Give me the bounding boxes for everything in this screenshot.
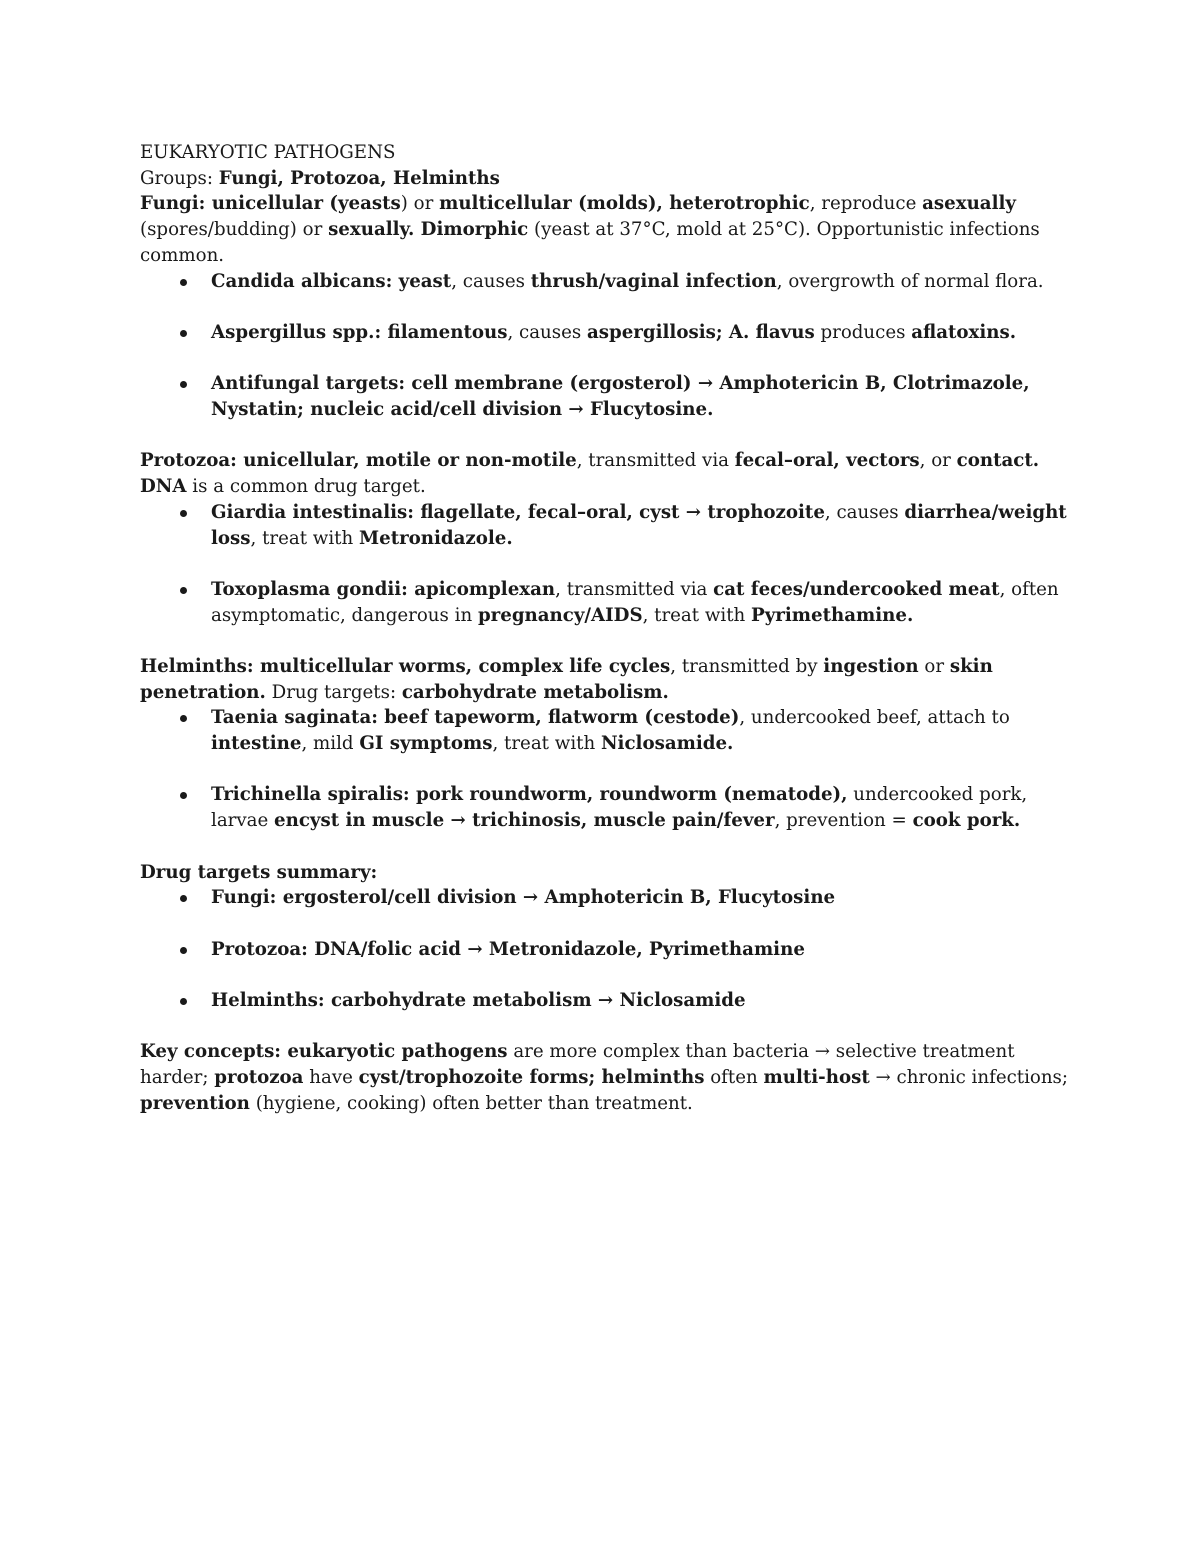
- text-run: (hygiene, cooking) often better than treatment.: [249, 1092, 693, 1114]
- text-run: , transmitted via: [576, 450, 735, 472]
- bold-text-run: cook pork.: [912, 810, 1021, 832]
- text-run: → chronic infections;: [869, 1067, 1069, 1089]
- bold-text-run: pregnancy/AIDS: [477, 604, 643, 626]
- text-run: Drug targets:: [265, 681, 402, 703]
- text-run: , treat with: [642, 604, 752, 626]
- key-concepts-paragraph: [140, 1039, 1070, 1116]
- bold-text-run: aflatoxins.: [911, 321, 1017, 343]
- text-run: , reproduce: [809, 193, 923, 215]
- bold-text-run: asexually: [922, 193, 1016, 215]
- drug-summary-heading: [140, 860, 1070, 886]
- bold-text-run: GI symptoms: [359, 733, 493, 755]
- drug-summary-bullet-protozoa: [140, 937, 1070, 963]
- fungi-bullet-list: [140, 269, 1070, 423]
- document-title: EUKARYOTIC PATHOGENS: [140, 142, 396, 163]
- document-page: [140, 140, 1070, 1117]
- text-run: undercooked pork, larvae: [211, 784, 1028, 832]
- bold-text-run: diarrhea/weight loss: [211, 501, 1067, 549]
- bold-text-run: Protozoa: unicellular, motile or non-motile: [140, 450, 577, 472]
- section-spacer: [140, 423, 1070, 449]
- text-run: are more complex than bacteria → selective treatment harder;: [140, 1041, 1015, 1089]
- bold-text-run: Toxoplasma gondii: apicomplexan: [211, 578, 556, 600]
- fungi-bullet-aspergillus: [140, 320, 1070, 346]
- text-run: , mild: [301, 733, 360, 755]
- bold-text-run: Candida albicans: yeast: [211, 270, 452, 292]
- text-run: is a common drug target.: [186, 476, 426, 498]
- helminths-intro: [140, 654, 1070, 705]
- protozoa-intro: [140, 448, 1070, 499]
- bold-text-run: aspergillosis; A. flavus: [587, 321, 815, 343]
- text-run: , treat with: [492, 733, 601, 755]
- bold-text-run: Key concepts: eukaryotic pathogens: [140, 1041, 508, 1063]
- drug-summary-bullet-list: [140, 885, 1070, 1013]
- section-spacer: [140, 1014, 1070, 1040]
- bold-text-run: multi-host: [763, 1067, 870, 1089]
- bold-text-run: Antifungal targets: cell membrane (ergosterol) → Amphotericin B, Clotrimazole, Nystatin; nucleic acid/cell division → Flucytosine.: [211, 373, 1030, 420]
- bold-text-run: Pyrimethamine.: [751, 604, 914, 626]
- text-run: (yeast at 37°C, mold at 25°C). Opportunistic infections common.: [140, 219, 1040, 266]
- bold-text-run: Protozoa: DNA/folic acid → Metronidazole, Pyrimethamine: [211, 938, 805, 960]
- groups-line: [140, 166, 1070, 192]
- bold-text-run: contact. DNA: [140, 450, 1040, 498]
- section-spacer: [140, 628, 1070, 654]
- bold-text-run: skin penetration.: [140, 655, 993, 703]
- protozoa-bullet-giardia: [140, 500, 1070, 551]
- bold-text-run: encyst in muscle → trichinosis, muscle pain/fever: [274, 810, 775, 832]
- bold-text-run: Niclosamide.: [600, 733, 734, 755]
- fungi-intro: [140, 191, 1070, 268]
- protozoa-bullet-list: [140, 500, 1070, 629]
- bold-text-run: thrush/vaginal infection: [530, 270, 777, 292]
- bold-text-run: cyst/trophozoite forms; helminths: [358, 1067, 705, 1089]
- bold-text-run: Metronidazole.: [358, 527, 513, 549]
- bold-text-run: multicellular (molds), heterotrophic: [439, 193, 810, 215]
- bold-text-run: Aspergillus spp.: filamentous: [211, 321, 508, 343]
- text-run: , treat with: [250, 527, 359, 549]
- text-run: (spores/budding) or: [140, 219, 329, 241]
- text-run: or: [918, 655, 950, 677]
- bold-text-run: Giardia intestinalis: flagellate, fecal–oral, cyst → trophozoite: [211, 501, 825, 523]
- text-run: often: [704, 1067, 764, 1089]
- bold-text-run: Fungi: unicellular (yeasts: [140, 193, 401, 215]
- text-run: , transmitted by: [670, 655, 824, 677]
- text-run: , causes: [451, 270, 531, 292]
- text-run: have: [303, 1067, 359, 1089]
- text-run: , causes: [824, 501, 905, 523]
- bold-text-run: sexually. Dimorphic: [328, 219, 529, 241]
- bold-text-run: Taenia saginata: beef tapeworm, flatworm (cestode): [211, 707, 740, 729]
- helminths-bullet-trichinella: [140, 782, 1070, 833]
- protozoa-bullet-toxoplasma: [140, 577, 1070, 628]
- helminths-bullet-list: [140, 705, 1070, 834]
- bold-text-run: Fungi: ergosterol/cell division → Amphotericin B, Flucytosine: [211, 887, 836, 909]
- bold-text-run: Helminths: carbohydrate metabolism → Niclosamide: [211, 990, 746, 1012]
- text-run: , transmitted via: [555, 578, 714, 600]
- bold-text-run: prevention: [140, 1092, 250, 1114]
- bold-text-run: carbohydrate metabolism.: [401, 681, 669, 703]
- text-run: ) or: [400, 193, 440, 215]
- drug-summary-bullet-helminths: [140, 988, 1070, 1014]
- bold-text-run: intestine: [211, 733, 302, 755]
- drug-summary-bullet-fungi: [140, 885, 1070, 911]
- text-run: produces: [814, 321, 912, 343]
- text-run: , causes: [507, 321, 587, 343]
- text-run: , often asymptomatic, dangerous in: [211, 578, 1059, 626]
- text-run: , overgrowth of normal flora.: [776, 270, 1044, 292]
- bold-text-run: protozoa: [214, 1067, 304, 1089]
- section-spacer: [140, 834, 1070, 860]
- fungi-bullet-candida: [140, 269, 1070, 295]
- helminths-bullet-taenia: [140, 705, 1070, 756]
- groups-label: Groups:: [140, 167, 219, 189]
- bold-text-run: cat feces/undercooked meat: [713, 578, 1000, 600]
- bold-text-run: Trichinella spiralis: pork roundworm, roundworm (nematode),: [211, 784, 848, 806]
- text-run: , or: [919, 450, 957, 472]
- fungi-bullet-antifungal-targets: [140, 371, 1070, 422]
- bold-text-run: ingestion: [823, 655, 919, 677]
- groups-value: Fungi, Protozoa, Helminths: [218, 167, 500, 189]
- bold-text-run: Helminths: multicellular worms, complex life cycles: [140, 655, 671, 677]
- text-run: , prevention =: [774, 810, 913, 832]
- bold-text-run: fecal–oral, vectors: [734, 450, 920, 472]
- text-run: , undercooked beef, attach to: [739, 707, 1010, 729]
- drug-summary-heading-text: Drug targets summary:: [140, 861, 378, 883]
